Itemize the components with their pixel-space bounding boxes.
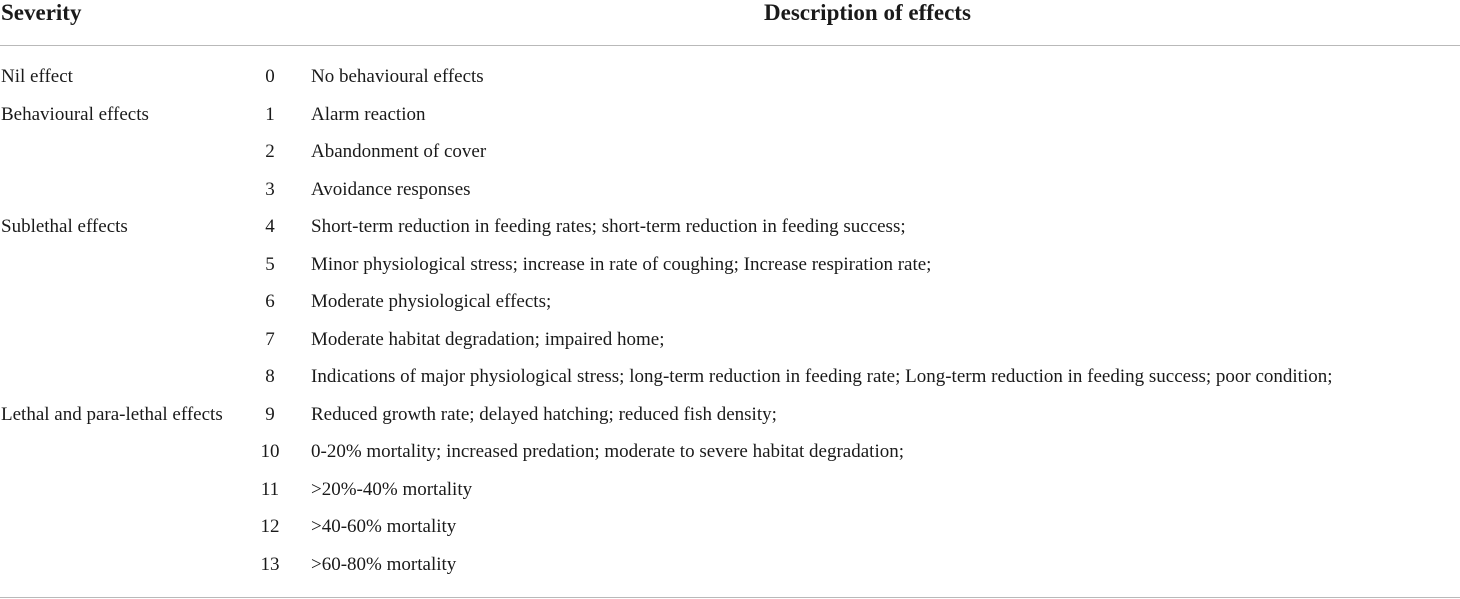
- score-cell: 5: [265, 253, 275, 275]
- description-cell: Reduced growth rate; delayed hatching; reduced fish density;: [311, 403, 777, 425]
- category-cell: Sublethal effects: [1, 216, 128, 237]
- description-cell: Moderate habitat degradation; impaired home;: [311, 328, 665, 350]
- description-cell: Moderate physiological effects;: [311, 291, 552, 312]
- score-cell: 11: [260, 478, 280, 500]
- score-cell: 1: [265, 103, 275, 125]
- table-row: [0, 508, 1460, 546]
- header-description: Description of effects: [764, 0, 971, 25]
- score-cell: 7: [265, 328, 275, 350]
- category-cell: Behavioural effects: [1, 103, 149, 125]
- table-row: [0, 58, 1460, 96]
- description-cell: >40-60% mortality: [311, 516, 457, 537]
- description-cell: Indications of major physiological stress; long-term reduction in feeding rate; Long-term reduction in feeding success; poor condition;: [311, 366, 1333, 387]
- table-row: [0, 546, 1460, 584]
- description-cell: No behavioural effects: [311, 66, 484, 87]
- score-cell: 0: [265, 66, 275, 87]
- score-cell: 3: [265, 178, 275, 200]
- table-header: [0, 0, 1460, 46]
- description-cell: >60-80% mortality: [311, 553, 457, 575]
- description-cell: Alarm reaction: [311, 103, 426, 125]
- table-row: [0, 133, 1460, 171]
- table-row: [0, 433, 1460, 471]
- table-row: [0, 321, 1460, 359]
- table-row: [0, 171, 1460, 209]
- score-cell: 8: [265, 366, 275, 387]
- score-cell: 12: [260, 516, 280, 537]
- score-cell: 4: [265, 216, 275, 237]
- category-cell: Nil effect: [1, 66, 73, 87]
- description-cell: Abandonment of cover: [311, 141, 487, 162]
- description-cell: Short-term reduction in feeding rates; short-term reduction in feeding success;: [311, 216, 906, 237]
- score-cell: 2: [265, 141, 275, 162]
- score-cell: 13: [260, 553, 280, 575]
- header-severity: Severity: [1, 0, 82, 25]
- description-cell: >20%-40% mortality: [311, 478, 473, 500]
- table-row: [0, 96, 1460, 134]
- header-rule: [0, 45, 1460, 46]
- score-cell: 10: [260, 441, 280, 462]
- score-cell: 6: [265, 291, 275, 312]
- footer-rule: [0, 597, 1460, 598]
- category-cell: Lethal and para-lethal effects: [1, 403, 223, 425]
- table-row: [0, 358, 1460, 396]
- description-cell: Minor physiological stress; increase in rate of coughing; Increase respiration rate;: [311, 253, 932, 275]
- table-row: [0, 396, 1460, 434]
- description-cell: Avoidance responses: [311, 178, 471, 200]
- table-body: [0, 58, 1460, 583]
- table-row: [0, 471, 1460, 509]
- table-row: [0, 246, 1460, 284]
- score-cell: 9: [265, 403, 275, 425]
- table-row: [0, 283, 1460, 321]
- description-cell: 0-20% mortality; increased predation; moderate to severe habitat degradation;: [311, 441, 904, 462]
- table-row: [0, 208, 1460, 246]
